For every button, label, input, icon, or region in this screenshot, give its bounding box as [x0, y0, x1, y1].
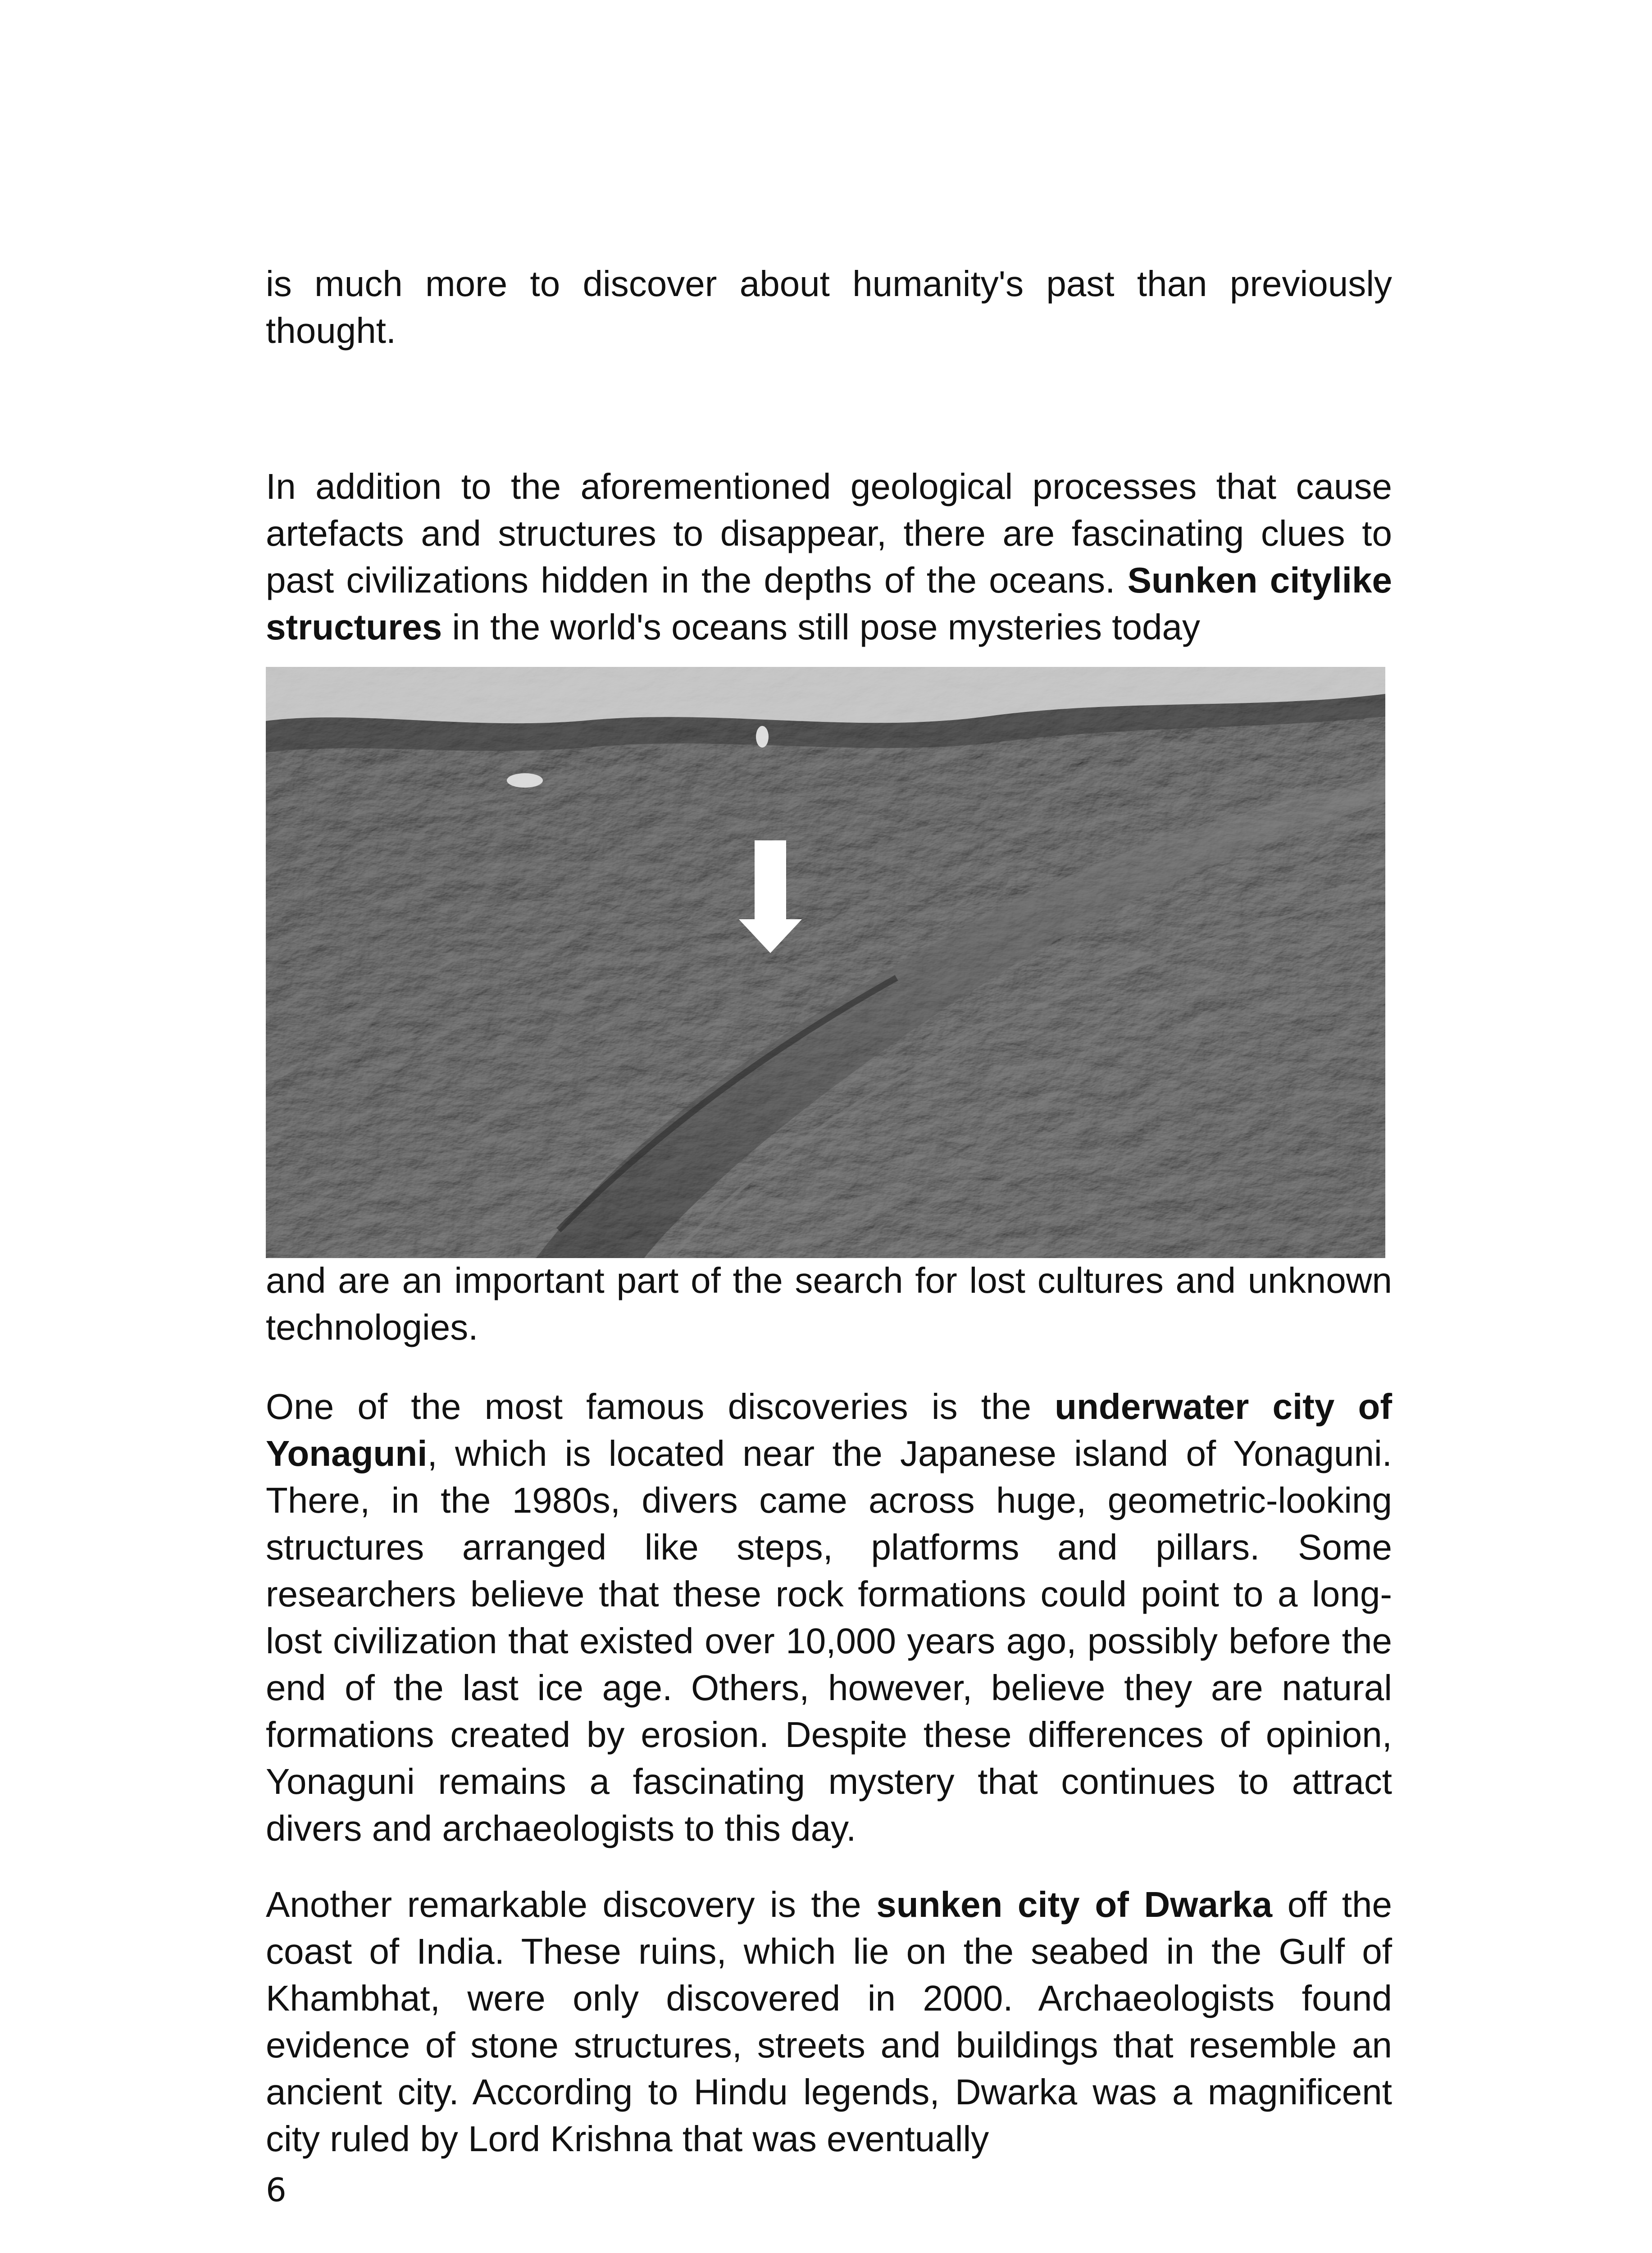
- page-number: 6: [266, 2171, 287, 2209]
- seafloor-relief-picture: [266, 667, 1385, 1258]
- paragraph-ocean-clues: In addition to the aforementioned geological processes that cause artefacts and structures to disappear, there are fascinating clues to past civilizations hidden in the depths of the oceans. Sunken citylike structures in the world's oceans still pose mysteries today: [266, 466, 1392, 647]
- bold-term-sunken-structures: Sunken citylike structures: [266, 560, 1392, 647]
- paragraph-yonaguni: One of the most famous discoveries is the underwater city of Yonaguni, which is located near the Japanese island of Yonaguni. There, in the 1980s, divers came across huge, geometric-looking structures arranged like steps, platforms and pillars. Some researchers believe that these rock formations could point to a long-lost civilization that existed over 10,000 years ago, possibly before the end of the last ice age. Others, however, believe they are natural formations created by erosion. Despite these differences of opinion, Yonaguni remains a fascinating mystery that continues to attract divers and archaeologists to this day.: [266, 1386, 1392, 1848]
- paragraph-search-lost-cultures: and are an important part of the search for lost cultures and unknown technologies.: [266, 1260, 1392, 1347]
- bold-term-yonaguni: underwater city of Yonaguni: [266, 1386, 1392, 1473]
- paragraph-dwarka: Another remarkable discovery is the sunken city of Dwarka off the coast of India. These ruins, which lie on the seabed in the Gulf of Khambhat, were only discovered in 2000. Archaeologists found evidence of stone structures, streets and buildings that resemble an ancient city. According to Hindu legends, Dwarka was a magnificent city ruled by Lord Krishna that was eventually: [266, 1884, 1393, 2159]
- seafloor-relief-image: [266, 667, 1385, 1258]
- bold-term-dwarka: sunken city of Dwarka: [876, 1884, 1273, 1925]
- paragraph-intro-continuation: is much more to discover about humanity's past than previously thought.: [266, 264, 1392, 351]
